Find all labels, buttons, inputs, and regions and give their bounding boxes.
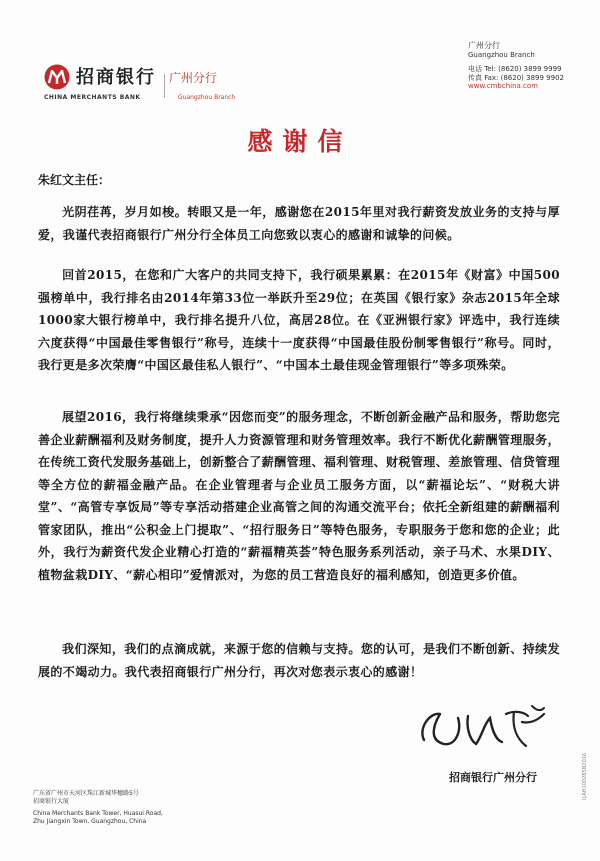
address-cn-line-1: 广东省广州市天河区珠江新城华穗路5号 [33, 790, 139, 797]
address-en-line-1: China Merchants Bank Tower, Huasui Road, [33, 810, 163, 817]
paragraph-1: 光阴荏苒，岁月如梭。转眼又是一年，感谢您在2015年里对我行薪资发放业务的支持与厚爱，我谨代表招商银行广州分行全体员工向您致以衷心的感谢和诚挚的问候。 [38, 205, 560, 242]
contact-branch-en: Guangzhou Branch [468, 50, 535, 59]
salutation: 朱红文主任： [38, 173, 111, 187]
signature-organization: 招商银行广州分行 [449, 771, 537, 784]
header-divider [164, 74, 165, 98]
bank-name-cn: 招商银行 [76, 67, 156, 88]
address-en-line-2: Zhu Jiangxin Town, Guangzhou, China [33, 817, 147, 825]
bank-name-en: CHINA MERCHANTS BANK [44, 94, 141, 101]
paragraph-4: 我们深知，我们的点滴成就，来源于您的信赖与支持。您的认可，是我们不断创新、持续发展的不竭动力。我代表招商银行广州分行，再次对您表示衷心的感谢！ [38, 642, 560, 679]
contact-phone: 电话 Tel: (8620) 3899 9999 [468, 65, 562, 73]
handwritten-signature [410, 700, 560, 756]
branch-name-en: Guangzhou Branch [178, 94, 236, 101]
letter-title: 感谢信 [247, 127, 353, 156]
paragraph-2: 回首2015，在您和广大客户的共同支持下，我行硕果累累：在2015年《财富》中国500强榜单中，我行排名由2014年第33位一举跃升至29位；在英国《银行家》杂志2015年全球1000家大银行榜单中，我行排名提升八位，高居28位。在《亚洲银行家》评选中，我行连续六度获得“中国最佳零售银行”称号，连续十一度获得“中国最佳股份制零售银行”称号。同时，我行更是多次荣膺“中国区最佳私人银行”、“中国本土最佳现金管理银行”等多项殊荣。 [38, 268, 560, 372]
branch-name-cn: 广州分行 [169, 71, 218, 85]
contact-website: www.cmbchina.com [468, 82, 538, 90]
footer-address [33, 790, 163, 825]
cmb-logo-icon [44, 64, 70, 90]
paragraph-3: 展望2016，我行将继续秉承“因您而变”的服务理念，不断创新金融产品和服务，帮助您完善企业薪酬福利及财务制度，提升人力资源管理和财务管理效率。我行不断优化薪酬管理服务，在传统工资代发服务基础上，创新整合了薪酬管理、福利管理、财税管理、差旅管理、信贷管理等全方位的薪福金融产品。在企业管理者与企业员工服务方面，以“薪福论坛”、“财税大讲堂”、“高管专享饭局”等专享活动搭建企业高管之间的沟通交流平台；依托全新组建的薪酬福利管家团队，推出“公积金上门提取”、“招行服务日”等特色服务，专职服务于您和您的企业；此外，我行为薪资代发企业精心打造的“薪福精英荟”特色服务系列活动，亲子马术、水果DIY、植物盆栽DIY、“薪心相印”爱情派对，为您的员工营造良好的福利感知，创造更多价值。 [38, 410, 560, 582]
contact-block [468, 42, 564, 91]
side-print-code: ILAH100285N2016 [582, 752, 588, 800]
contact-fax: 传真 Fax: (8620) 3899 9902 [468, 73, 564, 82]
address-cn-line-2: 招商银行大厦 [33, 797, 70, 805]
contact-branch-cn: 广州分行 [468, 41, 500, 50]
